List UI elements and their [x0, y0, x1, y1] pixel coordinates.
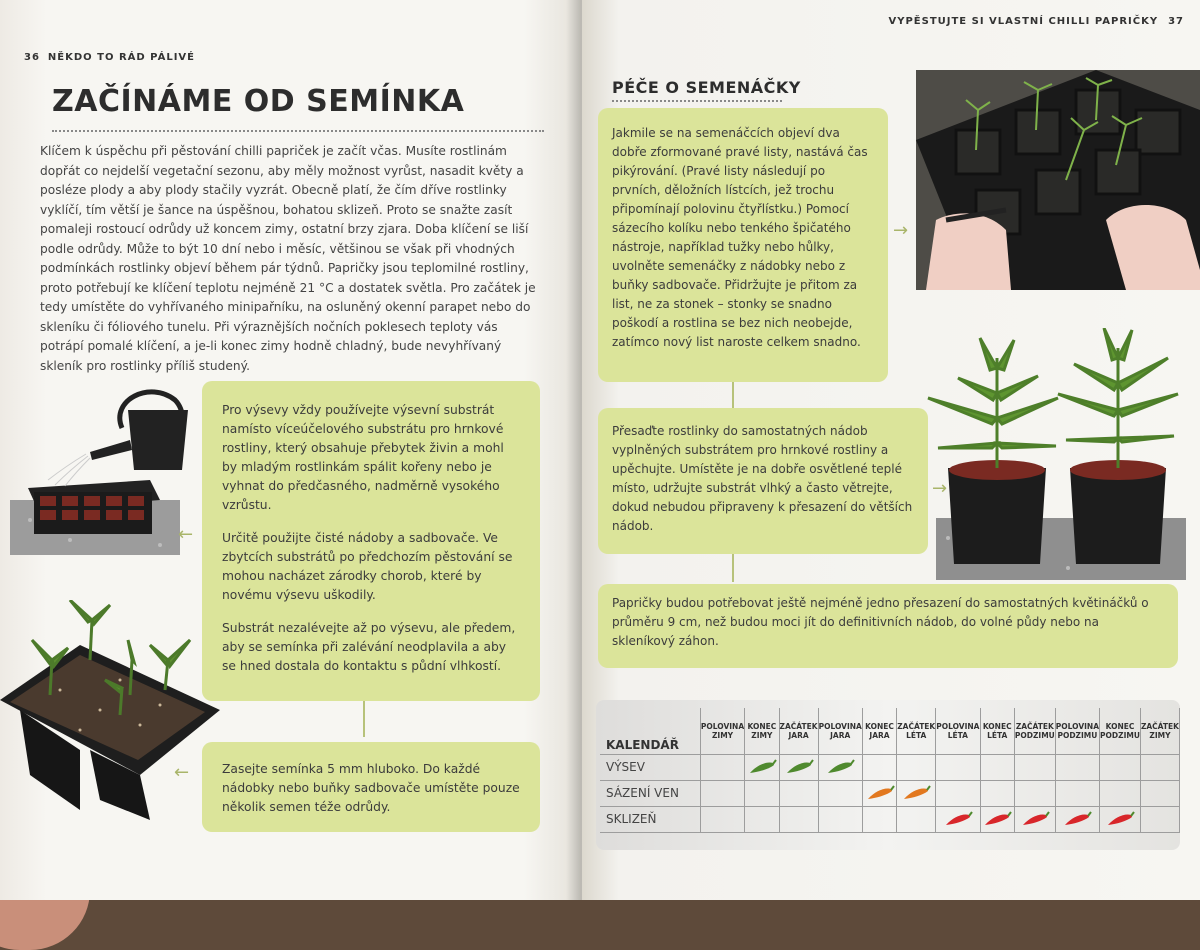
- left-page-number: 36: [24, 52, 40, 63]
- chilli-pepper-icon: [943, 811, 973, 827]
- arrow-to-pots-icon: →: [932, 478, 948, 499]
- calendar-header-cell: POLOVINA JARA: [818, 708, 862, 755]
- calendar-header-cell: KONEC LÉTA: [980, 708, 1014, 755]
- calendar-header-cell: POLOVINA LÉTA: [936, 708, 980, 755]
- calendar-cell: [862, 781, 896, 807]
- calendar-cell: [897, 755, 936, 781]
- chilli-pepper-icon: [1020, 811, 1050, 827]
- calendar-cell: [1140, 755, 1179, 781]
- chilli-pepper-icon: [784, 759, 814, 775]
- calendar-row-label: SÁZENÍ VEN: [600, 781, 700, 807]
- repotting-box: Papričky budou potřebovat ještě nejméně jedno přesazení do samostatných květináčků o průměru 9 cm, než budou moci jít do definitivních nádob, do volné půdy nebo na skleníkový záhon.: [598, 584, 1178, 668]
- calendar-cell: [1100, 781, 1141, 807]
- section-divider: [612, 100, 782, 102]
- calendar-cell: [1140, 807, 1179, 833]
- calendar-cell: [897, 781, 936, 807]
- calendar-cell: [818, 755, 862, 781]
- calendar-header-cell: POLOVINA ZIMY: [700, 708, 744, 755]
- calendar-row: [600, 807, 1180, 833]
- connector-line: [363, 701, 365, 737]
- calendar-cell: [936, 807, 980, 833]
- potted-plants-illustration: [918, 328, 1186, 580]
- calendar-cell: [936, 781, 980, 807]
- chilli-pepper-icon: [901, 785, 931, 801]
- calendar-header-cell: KONEC ZIMY: [745, 708, 779, 755]
- pricking-out-box: Jakmile se na semenáčcích objeví dva dobře zformované pravé listy, nastává čas pikýrování. (Pravé listy následují po prvních, děložních lístcích, jež trochu připomínají polovinu čtyřlístku.) Pomocí sázecího kolíku nebo tenkého špičatého nástroje, například tužky nebo hůlky, uvolněte semenáčky z nádobky nebo z buňky sadbovače. Přidržujte je přitom za list, ne za stonek – stonky se snadno poškodí a rostlina se bez nich neobejde, zatímco nový list naroste celkem snadno.: [598, 108, 888, 382]
- chilli-pepper-icon: [982, 811, 1012, 827]
- calendar-row-label: SKLIZEŇ: [600, 807, 700, 833]
- substrate-tips-box: [202, 381, 540, 701]
- left-page: [0, 0, 582, 900]
- calendar-cell: [700, 807, 744, 833]
- calendar-header-cell: ZAČÁTEK LÉTA: [897, 708, 936, 755]
- calendar-cell: [862, 755, 896, 781]
- calendar-cell: [1055, 807, 1099, 833]
- left-running-head: [24, 52, 195, 63]
- calendar-title: KALENDÁŘ: [600, 708, 700, 755]
- calendar-cell: [745, 807, 779, 833]
- calendar-header-cell: ZAČÁTEK PODZIMU: [1014, 708, 1055, 755]
- calendar-cell: [1100, 755, 1141, 781]
- substrate-tip-3: Substrát nezalévejte až po výsevu, ale předem, aby se semínka při zalévání neodplavila a aby se hned dostala do kontaktu s půdní vlhkostí.: [222, 621, 516, 673]
- substrate-tip-2: Určitě použijte čisté nádoby a sadbovače. Ve zbytcích substrátů po předchozím pěstování se mohou nacházet zárodky chorob, které by novému výsevu uškodily.: [222, 531, 513, 602]
- right-section-title: PÉČE O SEMENÁČKY: [612, 78, 801, 97]
- connector-line-3: [732, 554, 734, 582]
- calendar-cell: [936, 755, 980, 781]
- calendar-cell: [1055, 755, 1099, 781]
- calendar-cell: [818, 807, 862, 833]
- arrow-to-photo-icon: →: [893, 220, 909, 241]
- chilli-pepper-icon: [1062, 811, 1092, 827]
- chilli-pepper-icon: [825, 759, 855, 775]
- left-running-head-text: NĚKDO TO RÁD PÁLIVÉ: [47, 52, 195, 63]
- calendar-header-cell: ZAČÁTEK JARA: [779, 708, 818, 755]
- calendar-cell: [1014, 781, 1055, 807]
- right-page-number: 37: [1168, 16, 1184, 27]
- calendar-cell: [1055, 781, 1099, 807]
- calendar-cell: [745, 755, 779, 781]
- calendar-cell: [779, 755, 818, 781]
- seedling-tray-illustration: [0, 600, 230, 820]
- calendar-header-cell: POLOVINA PODZIMU: [1055, 708, 1099, 755]
- calendar-cell: [980, 807, 1014, 833]
- calendar-cell: [980, 781, 1014, 807]
- intro-paragraph: Klíčem k úspěchu při pěstování chilli papriček je začít včas. Musíte rostlinám dopřát co nejdelší vegetační sezonu, aby měly možnost vyrůst, nasadit květy a posléze plody a aby plody stačily vyzrát. Obecně platí, že čím dříve rostlinky vyklíčí, tím větší je šance na úspěšnou, bohatou sklizeň. Proto se snažte zasít pomaleji rostoucí odrůdy už koncem zimy, ostatní brzy zjara. Doba klíčení se liší podle odrůdy. Může to být 10 dní nebo i měsíc, většinou se však při vhodných podmínkách rostlinky objeví během pár týdnů. Papričky jsou teplomilné rostliny, proto potřebují ke klíčení teplotu nejméně 21 °C a dostatek světla. Pro začátek je tedy umístěte do vyhřívaného minipařníku, na osluněný okenní parapet nebo do skleníku či fóliového tunelu. Při výraznějších nočních poklesech teploty vás potrápí pomalé klíčení, a je-li konec zimy hodně chladný, bude nevyhřívaný skleník pro rostlinky příliš studený.: [40, 144, 536, 373]
- calendar-row: [600, 781, 1180, 807]
- right-running-head: [888, 16, 1184, 27]
- calendar-cell: [700, 781, 744, 807]
- calendar-header-cell: KONEC PODZIMU: [1100, 708, 1141, 755]
- chilli-pepper-icon: [747, 759, 777, 775]
- left-page-title: ZAČÍNÁME OD SEMÍNKA: [52, 84, 465, 119]
- calendar-cell: [1140, 781, 1179, 807]
- substrate-tip-1: Pro výsevy vždy používejte výsevní substrát namísto víceúčelového substrátu pro hrnkové rostliny, který obsahuje přebytek živin a mohl by mladým rostlinkám spálit kořeny nebo je vyhnat do předčasného, nadměrně vysokého vzrůstu.: [222, 403, 504, 512]
- calendar-cell: [818, 781, 862, 807]
- planting-calendar: [596, 700, 1180, 850]
- calendar-cell: [700, 755, 744, 781]
- calendar-cell: [897, 807, 936, 833]
- calendar-cell: [779, 807, 818, 833]
- connector-line-2: [732, 382, 734, 408]
- calendar-row-label: VÝSEV: [600, 755, 700, 781]
- calendar-cell: [745, 781, 779, 807]
- calendar-table: [600, 708, 1180, 833]
- chilli-pepper-icon: [1105, 811, 1135, 827]
- arrow-to-seedlings-icon: ←: [174, 762, 190, 783]
- arrow-to-tray-icon: ←: [178, 524, 194, 545]
- calendar-row: [600, 755, 1180, 781]
- right-running-head-text: VYPĚSTUJTE SI VLASTNÍ CHILLI PAPRIČKY: [888, 16, 1159, 27]
- calendar-header-cell: KONEC JARA: [862, 708, 896, 755]
- sowing-depth-box: Zasejte semínka 5 mm hluboko. Do každé nádobky nebo buňky sadbovače umístěte pouze několik semen téže odrůdy.: [202, 742, 540, 832]
- title-divider: [52, 130, 544, 132]
- calendar-cell: [779, 781, 818, 807]
- calendar-cell: [862, 807, 896, 833]
- calendar-cell: [1014, 755, 1055, 781]
- calendar-cell: [1100, 807, 1141, 833]
- watering-can-tray-illustration: [10, 380, 200, 560]
- transplanting-box: Přesaďte rostlinky do samostatných nádob vyplněných substrátem pro hrnkové rostliny a upěchujte. Umístěte je na dobře osvětlené teplé místo, udržujte substrát vlhký a často větrejte, dokud nebudou připraveny k přesazení do větších nádob.: [598, 408, 928, 554]
- chilli-pepper-icon: [865, 785, 895, 801]
- calendar-cell: [980, 755, 1014, 781]
- pricking-out-photo: [916, 70, 1200, 290]
- calendar-header-cell: ZAČÁTEK ZIMY: [1140, 708, 1179, 755]
- calendar-cell: [1014, 807, 1055, 833]
